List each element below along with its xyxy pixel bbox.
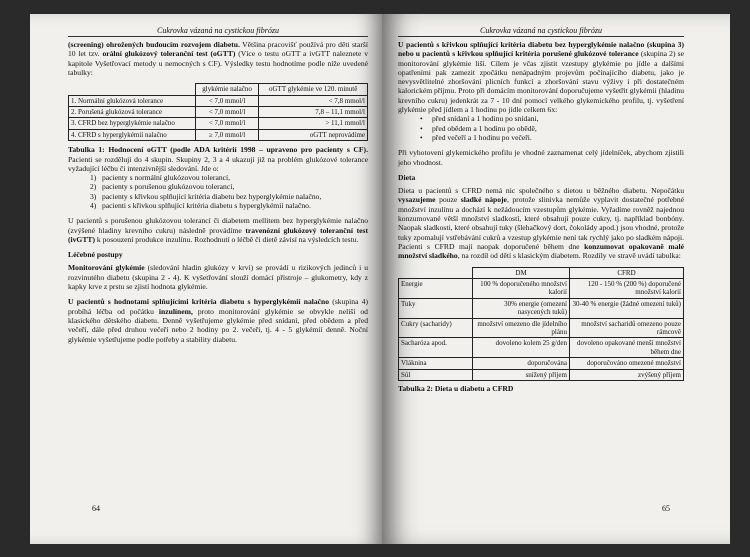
table-row: [399, 369, 684, 380]
table-row: [69, 95, 368, 106]
section-heading-treatment: Léčebné postupy: [68, 250, 123, 260]
row-label: Vláknina: [399, 358, 473, 369]
row-label: Tuky: [399, 298, 473, 318]
table1-caption-title: Tabulka 1: Hodnocení oGTT (podle ADA kritérií 1998 – upraveno pro pacienty s CF).: [68, 145, 368, 155]
list-number: 3): [90, 191, 97, 201]
row-dm-value: 100 % doporučeného množství kalorií: [473, 278, 570, 298]
monitoring-text: (sledování hladin glukózy v krvi) se provádí u rizikových jedinců i u rozvinutého diabetu (skupina 2 - 4). K vyšetřování slouží domácí přístroje – glukometry, kdy z kapky krve z prstu se zjistí hodnota glykémie.: [68, 263, 368, 292]
row-dm-value: doporučována: [473, 358, 570, 369]
intro-text: Většina pracovišť používá pro děti starší 10 let tzv.: [68, 40, 368, 59]
row-ogtt-value: 7,8 – 11,1 mmol/l: [259, 107, 368, 118]
row-fasting-value: < 7,0 mmol/l: [195, 107, 259, 118]
intro-bold-text: (screening) ohrožených budoucím rozvojem diabetu.: [68, 40, 240, 49]
table-row: [399, 278, 684, 298]
insulin-paragraph: [68, 297, 368, 343]
intro-paragraph: [68, 40, 368, 77]
row-label: Energie: [399, 278, 473, 298]
table1-caption-text: Pacienti se rozdělují do 4 skupin. Skupiny 2, 3 a 4 ukazují již na problém glukózové tolerance vyžadující léčbu či intenzivnější sledování. Jde o:: [68, 154, 368, 173]
table-header-row: [69, 84, 368, 95]
bullet-icon: •: [420, 132, 423, 142]
row-fasting-value: < 7,0 mmol/l: [195, 95, 259, 106]
diet-text-2: pouze: [435, 195, 461, 205]
table-row: [69, 129, 368, 140]
row-label: 3. CFRD bez hyperglykémie nalačno: [69, 118, 196, 129]
menu-record-paragraph: Při vyhotovení glykemického profilu je vhodné zaznamenat celý jídelníček, abychom zjistili jeho vhodnost.: [398, 148, 684, 167]
ivgtt-term: travenózní glukózový toleranční test (ivGTT): [68, 225, 368, 244]
section-heading-diet: Dieta: [398, 172, 416, 182]
list-item: [68, 173, 368, 182]
bullet-icon: •: [420, 123, 423, 133]
list-item: [68, 192, 368, 201]
glycemic-bold-text: U pacientů s křivkou splňující kritéria diabetu bez hyperglykémie nalačno (skupina 3) nebo u pacientů s křivkou splňující kritéria porušené glukózové tolerance: [398, 40, 684, 59]
table-row: [399, 318, 684, 338]
intro-text-2: (Více o testu oGTT a ivGTT naleznete v kapitole Vyšetřovací metody u nemocných s CF). Výsledky testu hodnotíme podle níže uvedené tabulky:: [68, 49, 368, 77]
table-row: [399, 358, 684, 369]
table-corner-cell: [69, 84, 196, 95]
row-dm-value: snížený příjem: [473, 369, 570, 380]
ivgtt-paragraph: [68, 216, 368, 244]
row-cfrd-value: množství sacharidů omezeno pouze rámcově: [569, 318, 683, 338]
row-label: 2. Porušená glukózová tolerance: [69, 107, 196, 118]
left-page: [30, 14, 382, 544]
table-header-cfrd: CFRD: [569, 267, 683, 278]
row-cfrd-value: 30-40 % energie (žádné omezení tuků): [569, 298, 683, 318]
table-header-ogtt: oGTT glykémie ve 120. minutě: [259, 84, 368, 95]
list-number: 4): [90, 201, 97, 210]
ivgtt-text: U pacientů s porušenou glukózovou tolerancí či diabetem mellitem bez hyperglykémie nalačno (zvýšené hladiny krevního cukru) následně provádíme: [68, 216, 368, 235]
row-ogtt-value: < 7,8 mmol/l: [259, 95, 368, 106]
row-cfrd-value: doporučováno omezené množství: [569, 358, 683, 369]
list-text: před večeří a 1 hodinu po večeři.: [432, 132, 532, 142]
list-text: pacienti s křivkou splňující kritéria diabetu s hyperglykémií nalačno.: [102, 201, 311, 210]
ogtt-term: orální glukózový toleranční test (oGTT): [102, 49, 236, 59]
list-number: 2): [90, 182, 97, 192]
page-number-left: 64: [92, 504, 100, 513]
list-item: [68, 182, 368, 191]
row-cfrd-value: dovoleno opakované menší množství během dne: [569, 338, 683, 358]
page-number-right: 65: [662, 504, 670, 513]
list-text: pacienty s křivkou splňující kritéria diabetu bez hyperglykémie nalačno,: [102, 191, 322, 201]
table-row: [399, 338, 684, 358]
list-text: pacienty s normální glukózovou tolerancí,: [102, 173, 231, 183]
diet-term-1: vysazujeme: [398, 195, 436, 205]
running-header-left: Cukrovka vázaná na cystickou fibrózu: [68, 26, 368, 37]
ivgtt-text-2: k posouzení produkce inzulínu. Rozhodnutí o léčbě či dietě závisí na výsledcích testu.: [95, 234, 359, 244]
diet-table: [398, 267, 684, 381]
row-fasting-value: ≥ 7,0 mmol/l: [195, 129, 259, 140]
row-dm-value: množství omezeno dle jídelního plánu: [473, 318, 570, 338]
bullet-icon: •: [420, 114, 423, 124]
running-header-right: Cukrovka vázaná na cystickou fibrózu: [398, 26, 684, 37]
table-row: [69, 107, 368, 118]
row-label: Sůl: [399, 369, 473, 380]
list-text: pacienty s porušenou glukózovou tolerancí,: [102, 182, 235, 192]
insulin-term: inzulínem,: [158, 306, 193, 316]
list-item: [398, 114, 684, 123]
glycemic-text: (skupina 2) se monitorování glykémie liší. Cílem je včas zjistit vzestupy glykémie po jídle a dalšími opatřeními pak zamezit zpočátku nenápadným projevům počínajícího diabetu, jako je nevysvětlitelné zhoršování plicních funkcí a zhoršování stavu výživy i při dostatečném kalorickém příjmu. Proto při domácím monitorování doporučujeme vyšetřit glykémii (hladinu krevního cukru) jedenkrát za 7 - 10 dní pomocí velkého glykemického profilu, tj. vyšetření glykémie před jídlem a 1 hodinu po jídle celkem 6x:: [398, 49, 684, 115]
row-ogtt-value: oGTT neprovádíme: [259, 129, 368, 140]
table1-caption: [68, 145, 368, 173]
table-row: [69, 118, 368, 129]
list-number: 1): [90, 173, 97, 183]
ogtt-table: [68, 83, 368, 141]
glycemic-profile-paragraph: [398, 40, 684, 114]
list-text: před snídaní a 1 hodinu po snídani,: [432, 114, 539, 124]
row-cfrd-value: zvýšený příjem: [569, 369, 683, 380]
insulin-text-2: proto monitorování glykémie se obvykle neliší od klasického dětského diabetu. Denně vyšetřujeme glykémie před snídaní, před obědem a před večeří, dále před druhou večeří nebo 2 hodiny po 2. večeři, tj. 4 - 5 glykémií denně. Noční glykémie vyšetřujeme podle potřeby a stability diabetu.: [68, 306, 368, 344]
row-ogtt-value: > 11,1 mmol/l: [259, 118, 368, 129]
diet-text: Dieta u pacientů s CFRD nemá nic společného s dietou u běžného diabetu. Nepočátku: [398, 186, 684, 196]
monitoring-term: Monitorování glykémie: [68, 263, 145, 273]
diet-text-4: , na rozdíl od dětí s klasickým diabetem. Rozdíly ve stravě uvádí tabulka:: [457, 251, 681, 261]
diet-term-2: sladké nápoje: [460, 195, 507, 205]
insulin-bold-text: U pacientů s hodnotami splňujícími kritéria diabetu s hyperglykémií nalačno: [68, 297, 330, 307]
right-page-body: [398, 40, 684, 393]
list-item: [398, 133, 684, 142]
row-label: Sacharóza apod.: [399, 338, 473, 358]
table-header-dm: DM: [473, 267, 570, 278]
left-page-body: [68, 40, 368, 350]
list-text: před obědem a 1 hodinu po obědě,: [432, 123, 537, 133]
diet-paragraph: [398, 186, 684, 260]
diet-term-3: konzumovat opakovaně malé množství sladkého: [398, 241, 684, 261]
row-cfrd-value: 120 - 150 % (200 %) doporučené množství kalorií: [569, 278, 683, 298]
row-label: 4. CFRD s hyperglykémií nalačno: [69, 129, 196, 140]
list-item: [68, 201, 368, 210]
table-row: [399, 298, 684, 318]
diet-text-3: , protože slinivka nemůže vyplavit dostatečné potřebné množství inzulínu a dochází k nežádoucím vzestupům glykémie. Vyřadíme rovněž najednou konzumované větší množství sladkostí, které obsahují pouze cukry, tj. například bonbóny. Naopak sladkosti, které obsahují tuky (šlehačkový dort, čokolády apod.) jsou vhodné, protože tuky zpomalují vstřebávání cukrů a vzestup glykémie není tak rychlý jako po sladkém nápoji. Pacienti s CFRD mají naopak doporučené během dne: [398, 195, 684, 251]
row-fasting-value: < 7,0 mmol/l: [195, 118, 259, 129]
row-label: 1. Normální glukózová tolerance: [69, 95, 196, 106]
monitoring-paragraph: [68, 263, 368, 291]
table-header-row: [399, 267, 684, 278]
insulin-text: (skupina 4) probíhá léčba od počátku: [68, 297, 369, 316]
row-dm-value: dovoleno kolem 25 g/den: [473, 338, 570, 358]
list-item: [398, 124, 684, 133]
table-header-fasting: glykémie nalačno: [195, 84, 259, 95]
row-dm-value: 30% energie (omezení nasycených tuků): [473, 298, 570, 318]
table2-caption: Tabulka 2: Dieta u diabetu a CFRD: [398, 384, 514, 393]
table-corner-cell: [399, 267, 473, 278]
row-label: Cukry (sacharidy): [399, 318, 473, 338]
right-page: [382, 14, 730, 544]
